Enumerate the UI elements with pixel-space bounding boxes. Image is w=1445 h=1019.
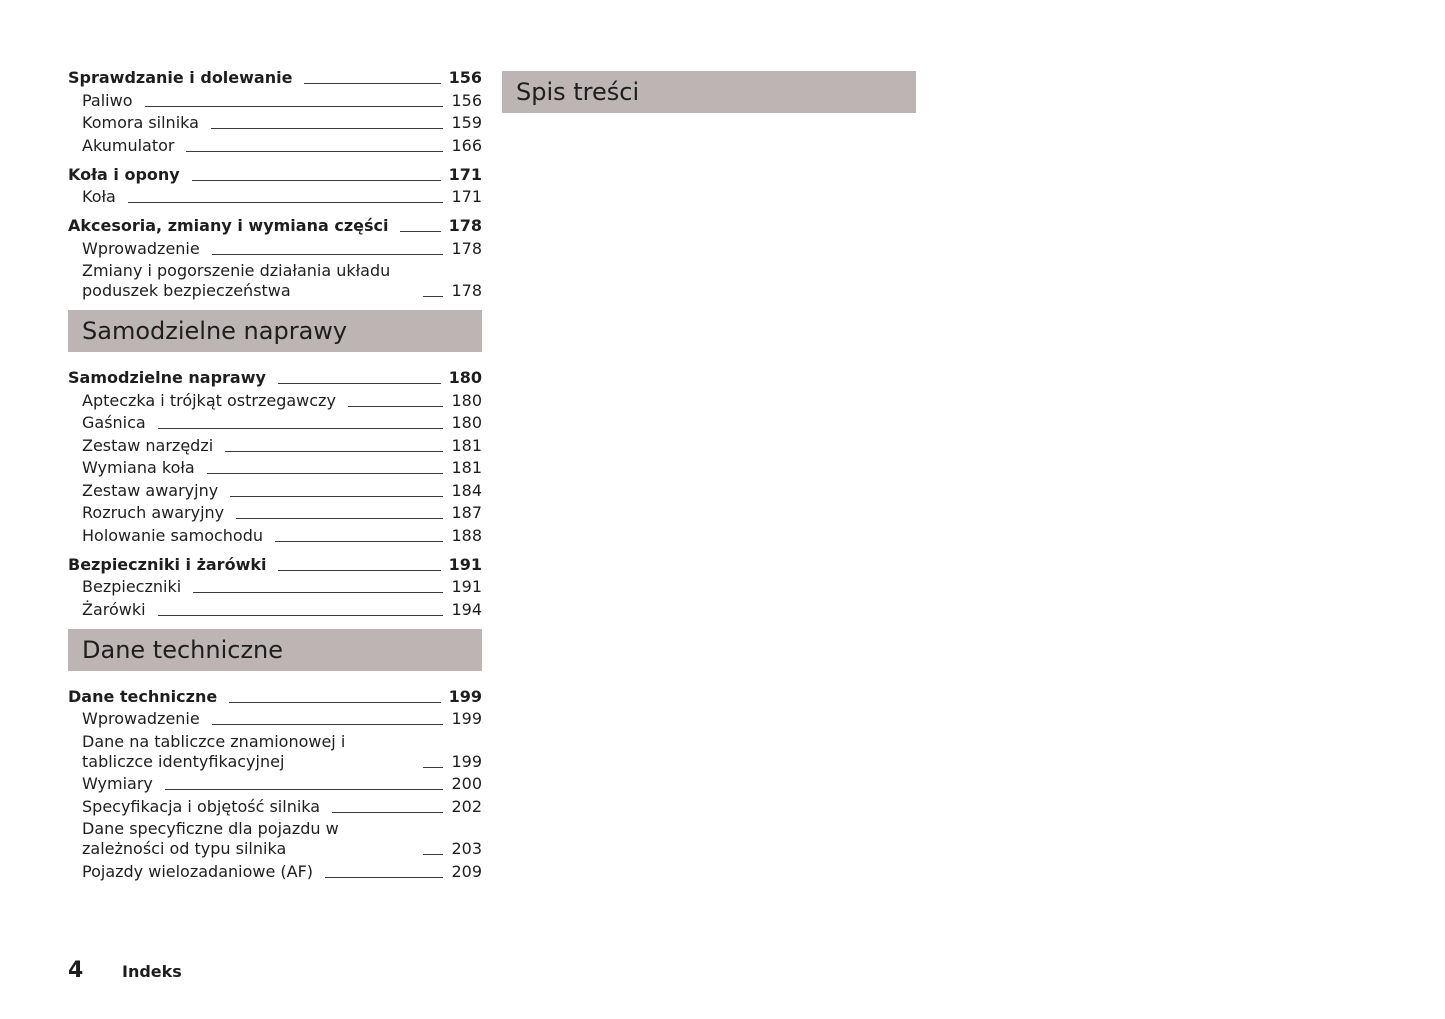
footer-label: Indeks [122,962,182,981]
toc-entry-title: Holowanie samochodu [82,525,263,545]
toc-entry-page: 159 [451,113,482,132]
toc-entry-page: 181 [451,435,482,455]
toc-entry-page: 187 [451,503,482,522]
leader-line [212,724,444,725]
leader-line [145,106,444,107]
toc-entry-page: 184 [451,480,482,500]
toc-entry-title: Gaśnica [82,413,146,432]
leader-line [193,592,443,593]
toc-entry-title: Koła i opony [68,164,180,184]
toc-entry-title: Akcesoria, zmiany i wymiana części [68,216,389,235]
toc-entry-akcesoria-zmiany-i-wymiana-czesci[interactable] [68,216,482,236]
toc-entry-title: Dane na tabliczce znamionowej i tabliczce identyfikacyjnej [82,731,346,771]
leader-line [423,296,443,297]
toc-entry-title: Dane specyficzne dla pojazdu w zależności od typu silnika [82,819,339,858]
toc-entry-zarowki[interactable] [68,600,482,620]
toc-entry-page: 199 [451,709,482,728]
page-number: 4 [68,958,84,983]
leader-line [278,383,441,384]
toc-entry-title: Bezpieczniki i żarówki [68,554,267,574]
toc-entry-gasnica[interactable] [68,413,482,433]
toc-entry-page: 156 [451,90,482,110]
toc-entry-title: Zestaw narzędzi [82,435,214,455]
toc-entry-holowanie-samochodu[interactable] [68,526,482,546]
section-header-spis-tresci: Spis treści [502,71,916,113]
toc-entry-page: 194 [451,599,482,619]
toc-entry-wymiary[interactable] [68,774,482,794]
leader-line [230,496,443,497]
page-footer [68,958,182,983]
toc-entry-dane-na-tabliczce-znamionowej-i-tabliczce-identyfikacyjnej[interactable] [68,732,482,772]
toc-entry-title: Zestaw awaryjny [82,480,219,500]
toc-entry-page: 200 [451,774,482,793]
toc-entry-kola-i-opony[interactable] [68,165,482,185]
section-header-dane-techniczne: Dane techniczne [68,629,482,671]
toc-entry-wprowadzenie[interactable] [68,709,482,729]
leader-line [304,83,440,84]
toc-entry-apteczka-i-trojkat-ostrzegawczy[interactable] [68,391,482,411]
toc-entry-page: 209 [451,861,482,881]
toc-entry-title: Paliwo [82,90,133,110]
toc-entry-title: Wprowadzenie [82,709,200,728]
leader-line [332,812,443,813]
leader-line [229,702,440,703]
toc-entry-page: 166 [451,135,482,155]
section-header-samodzielne-naprawy: Samodzielne naprawy [68,310,482,352]
leader-line [236,518,443,519]
leader-line [423,854,443,855]
toc-entry-title: Bezpieczniki [82,577,182,596]
toc-entry-dane-techniczne[interactable] [68,687,482,707]
toc-entry-zestaw-awaryjny[interactable] [68,481,482,501]
toc-entry-pojazdy-wielozadaniowe-af[interactable] [68,862,482,882]
toc-group [68,68,482,156]
toc-entry-page: 199 [451,751,482,771]
toc-entry-wymiana-kola[interactable] [68,458,482,478]
leader-line [186,151,443,152]
toc-entry-title: Apteczka i trójkąt ostrzegawczy [82,390,336,410]
toc-entry-page: 180 [451,413,482,432]
leader-line [165,789,444,790]
toc-group [68,555,482,620]
toc-entry-title: Pojazdy wielozadaniowe (AF) [82,861,314,881]
toc-entry-samodzielne-naprawy[interactable] [68,368,482,388]
toc-entry-title: Dane techniczne [68,686,218,706]
toc-group [68,165,482,208]
toc-entry-rozruch-awaryjny[interactable] [68,503,482,523]
toc-group [68,216,482,301]
leader-line [128,202,444,203]
toc-entry-page: 181 [451,458,482,477]
toc-entry-zestaw-narzedzi[interactable] [68,436,482,456]
toc-entry-title: Żarówki [82,599,146,619]
toc-left-column [68,68,482,891]
toc-entry-sprawdzanie-i-dolewanie[interactable] [68,68,482,88]
toc-entry-page: 178 [448,216,482,235]
toc-entry-page: 191 [451,577,482,596]
toc-entry-page: 199 [448,686,482,706]
toc-entry-page: 188 [451,525,482,545]
toc-entry-page: 203 [451,839,482,858]
leader-line [212,254,444,255]
toc-entry-kola[interactable] [68,187,482,207]
leader-line [207,473,444,474]
toc-entry-page: 171 [448,164,482,184]
leader-line [192,180,441,181]
toc-entry-page: 178 [451,281,482,300]
toc-entry-title: Wprowadzenie [82,238,200,258]
toc-entry-komora-silnika[interactable] [68,113,482,133]
leader-line [325,877,443,878]
toc-entry-title: Koła [82,187,116,206]
toc-entry-title: Zmiany i pogorszenie działania układu poduszek bezpieczeństwa [82,261,391,300]
toc-entry-title: Rozruch awaryjny [82,503,225,522]
toc-entry-title: Wymiana koła [82,458,195,477]
leader-line [278,570,440,571]
leader-line [275,541,443,542]
toc-entry-page: 156 [448,68,482,87]
leader-line [158,428,444,429]
leader-line [348,406,444,407]
toc-entry-page: 171 [451,187,482,206]
toc-entry-title: Akumulator [82,135,175,155]
toc-entry-title: Wymiary [82,774,153,793]
leader-line [400,231,440,232]
toc-entry-title: Sprawdzanie i dolewanie [68,68,293,87]
toc-entry-dane-specyficzne-dla-pojazdu-w-zaleznosci-od-typu-silnika[interactable] [68,819,482,859]
toc-entry-title: Komora silnika [82,113,199,132]
toc-entry-page: 180 [448,368,482,387]
toc-group [68,368,482,546]
toc-entry-title: Specyfikacja i objętość silnika [82,796,321,816]
toc-entry-page: 178 [451,238,482,258]
leader-line [423,767,443,768]
toc-entry-bezpieczniki[interactable] [68,577,482,597]
toc-entry-page: 180 [451,390,482,410]
toc-entry-page: 202 [451,796,482,816]
toc-entry-title: Samodzielne naprawy [68,368,266,387]
leader-line [211,128,444,129]
leader-line [225,451,443,452]
toc-entry-wprowadzenie[interactable] [68,239,482,259]
leader-line [158,615,444,616]
toc-entry-bezpieczniki-i-zarowki[interactable] [68,555,482,575]
toc-entry-zmiany-i-pogorszenie-dzialania-ukladu-poduszek-bezpieczenstwa[interactable] [68,261,482,301]
toc-group [68,687,482,882]
toc-entry-page: 191 [448,554,482,574]
toc-entry-specyfikacja-i-objetosc-silnika[interactable] [68,797,482,817]
toc-entry-paliwo[interactable] [68,91,482,111]
toc-entry-akumulator[interactable] [68,136,482,156]
